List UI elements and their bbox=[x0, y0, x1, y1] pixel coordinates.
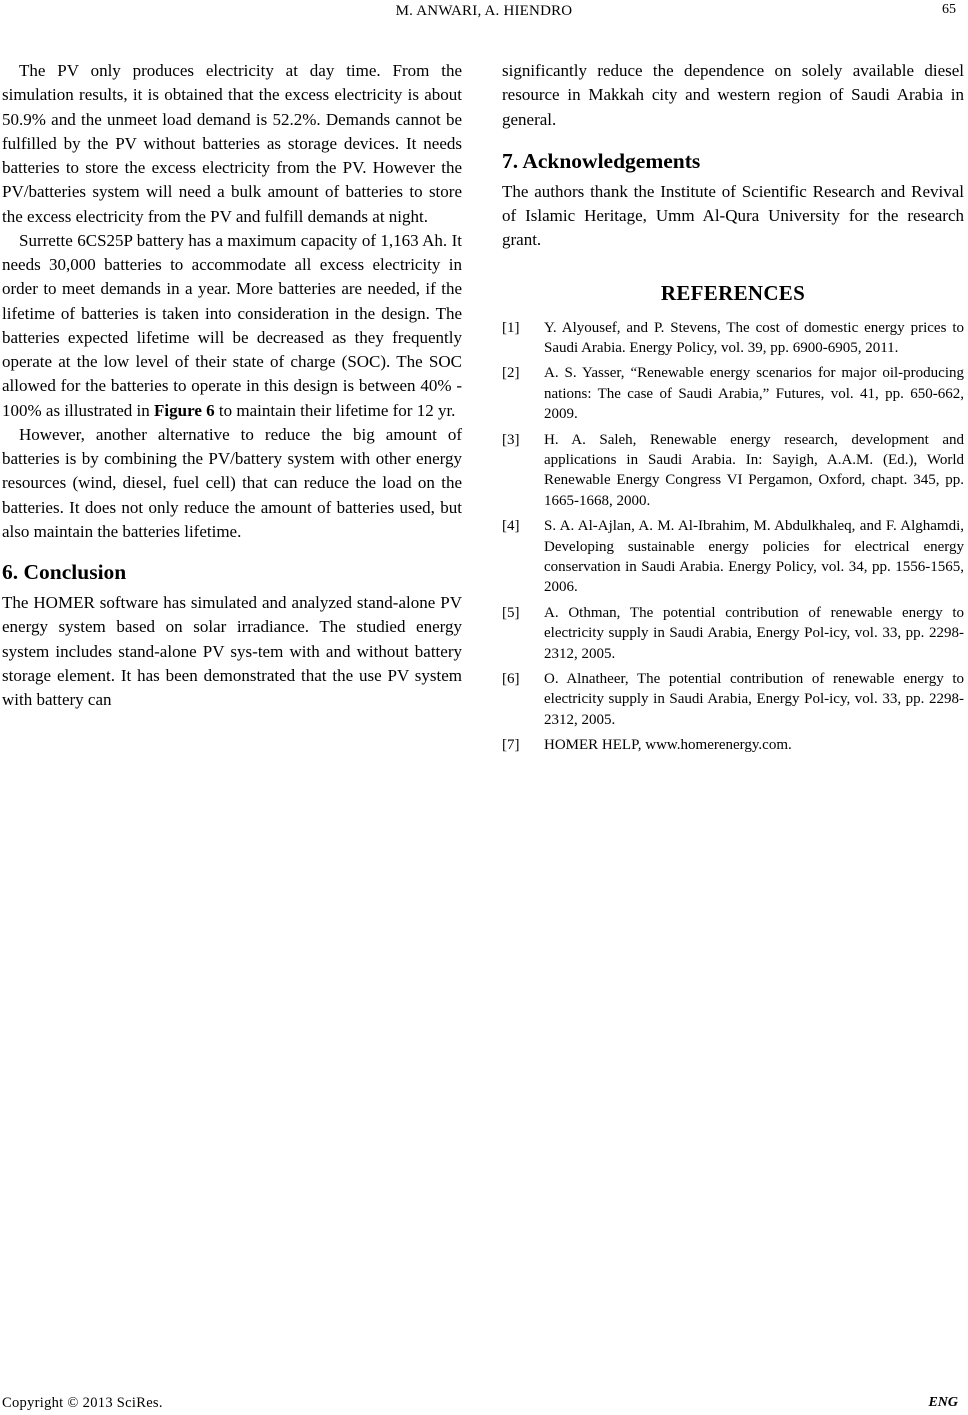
reference-text: A. S. Yasser, “Renewable energy scenarios for major oil-producing nations: The case of Saudi Arabia,” Futures, vol. 41, pp. 650-662, 2009. bbox=[544, 365, 964, 423]
reference-number: [3] bbox=[502, 431, 520, 448]
copyright-notice: Copyright © 2013 SciRes. bbox=[2, 1395, 163, 1411]
reference-item bbox=[502, 430, 964, 512]
reference-item bbox=[502, 318, 964, 359]
reference-number: [7] bbox=[502, 737, 520, 754]
left-column bbox=[2, 59, 462, 712]
reference-item bbox=[502, 735, 964, 755]
reference-text: HOMER HELP, www.homerenergy.com. bbox=[544, 737, 792, 754]
right-column bbox=[502, 59, 964, 756]
acknowledgements-heading: 7. Acknowledgements bbox=[502, 148, 701, 173]
page-header bbox=[0, 0, 968, 30]
paragraph-pv-excess: The PV only produces electricity at day time. From the simulation results, it is obtained that the excess electricity is about 50.9% and the unmeet load demand is 52.2%. Demands cannot be fulfilled by the PV without batteries as storage devices. It needs batteries to store the excess electricity from the PV. However the PV/batteries system will need a bulk amount of batteries to store the excess electricity from the PV and fulfill demands at night. bbox=[2, 61, 462, 226]
reference-text: H. A. Saleh, Renewable energy research, development and applications in Saudi Arabia. In: Sayigh, A.A.M. (Ed.), World Renewable Energy Congress VI Pergamon, Oxford, chapt. 345, pp. 1665-1668, 2000. bbox=[544, 431, 964, 509]
reference-text: S. A. Al-Ajlan, A. M. Al-Ibrahim, M. Abdulkhaleq, and F. Alghamdi, Developing sustainable energy policies for electrical energy conservation in Saudi Arabia. Energy Policy, vol. 34, pp. 1556-1565, 2006. bbox=[544, 518, 964, 596]
reference-number: [1] bbox=[502, 319, 520, 336]
reference-number: [2] bbox=[502, 365, 520, 382]
reference-number: [6] bbox=[502, 671, 520, 687]
figure-reference: Figure 6 bbox=[154, 400, 215, 420]
conclusion-text: The HOMER software has simulated and analyzed stand-alone PV energy system based on solar irradiance. The studied energy system includes stand-alone PV sys-tem with and without battery storage element. It has been demonstrated that the use PV system with battery can bbox=[2, 593, 462, 709]
reference-item bbox=[502, 363, 964, 424]
page-number: 65 bbox=[942, 2, 956, 17]
reference-item bbox=[502, 603, 964, 664]
reference-item bbox=[502, 669, 964, 730]
reference-text: Y. Alyousef, and P. Stevens, The cost of domestic energy prices to Saudi Arabia. Energy Policy, vol. 39, pp. 6900-6905, 2011. bbox=[544, 319, 964, 356]
running-head-authors: M. ANWARI, A. HIENDRO bbox=[395, 3, 573, 19]
paragraph-battery-text: Surrette 6CS25P battery has a maximum capacity of 1,163 Ah. It needs 30,000 batteries to accommodate all excess electricity in order to meet demands in a year. More batteries are needed, if the lifetime of batteries is taken into consideration in the design. The batteries expected lifetime will be decreased as they frequently operate at the low level of their state of charge (SOC). The SOC allowed for the batteries to operate in this design is between 40% - 100% as illustrated in bbox=[2, 230, 462, 420]
reference-number: [5] bbox=[502, 604, 520, 621]
reference-text: O. Alnatheer, The potential contribution of renewable energy to electricity supply in Saudi Arabia, Energy Pol-icy, vol. 33, pp. 2298-2312, 2005. bbox=[544, 671, 964, 728]
page-footer bbox=[0, 1391, 968, 1415]
reference-text: A. Othman, The potential contribution of renewable energy to electricity supply in Saudi Arabia, Energy Pol-icy, vol. 33, pp. 2298-2312, 2005. bbox=[544, 604, 964, 662]
references-heading: REFERENCES bbox=[660, 280, 806, 305]
reference-list bbox=[502, 318, 964, 756]
conclusion-heading: 6. Conclusion bbox=[2, 560, 127, 584]
conclusion-continuation: significantly reduce the dependence on solely available diesel resource in Makkah city and western region of Saudi Arabia in general. bbox=[502, 61, 964, 129]
acknowledgements-text: The authors thank the Institute of Scientific Research and Revival of Islamic Heritage, Umm Al-Qura University for the research grant. bbox=[502, 181, 964, 250]
journal-abbreviation: ENG bbox=[928, 1395, 958, 1410]
paragraph-battery-tail: to maintain their lifetime for 12 yr. bbox=[218, 400, 456, 420]
paragraph-alternative: However, another alternative to reduce the big amount of batteries is by combining the PV/battery system with other energy resources (wind, diesel, fuel cell) that can reduce the load on the batteries. It does not only reduce the amount of batteries used, but also maintain the batteries lifetime. bbox=[2, 424, 462, 541]
reference-number: [4] bbox=[502, 518, 520, 535]
reference-item bbox=[502, 516, 964, 598]
paragraph-battery-capacity bbox=[2, 229, 462, 423]
